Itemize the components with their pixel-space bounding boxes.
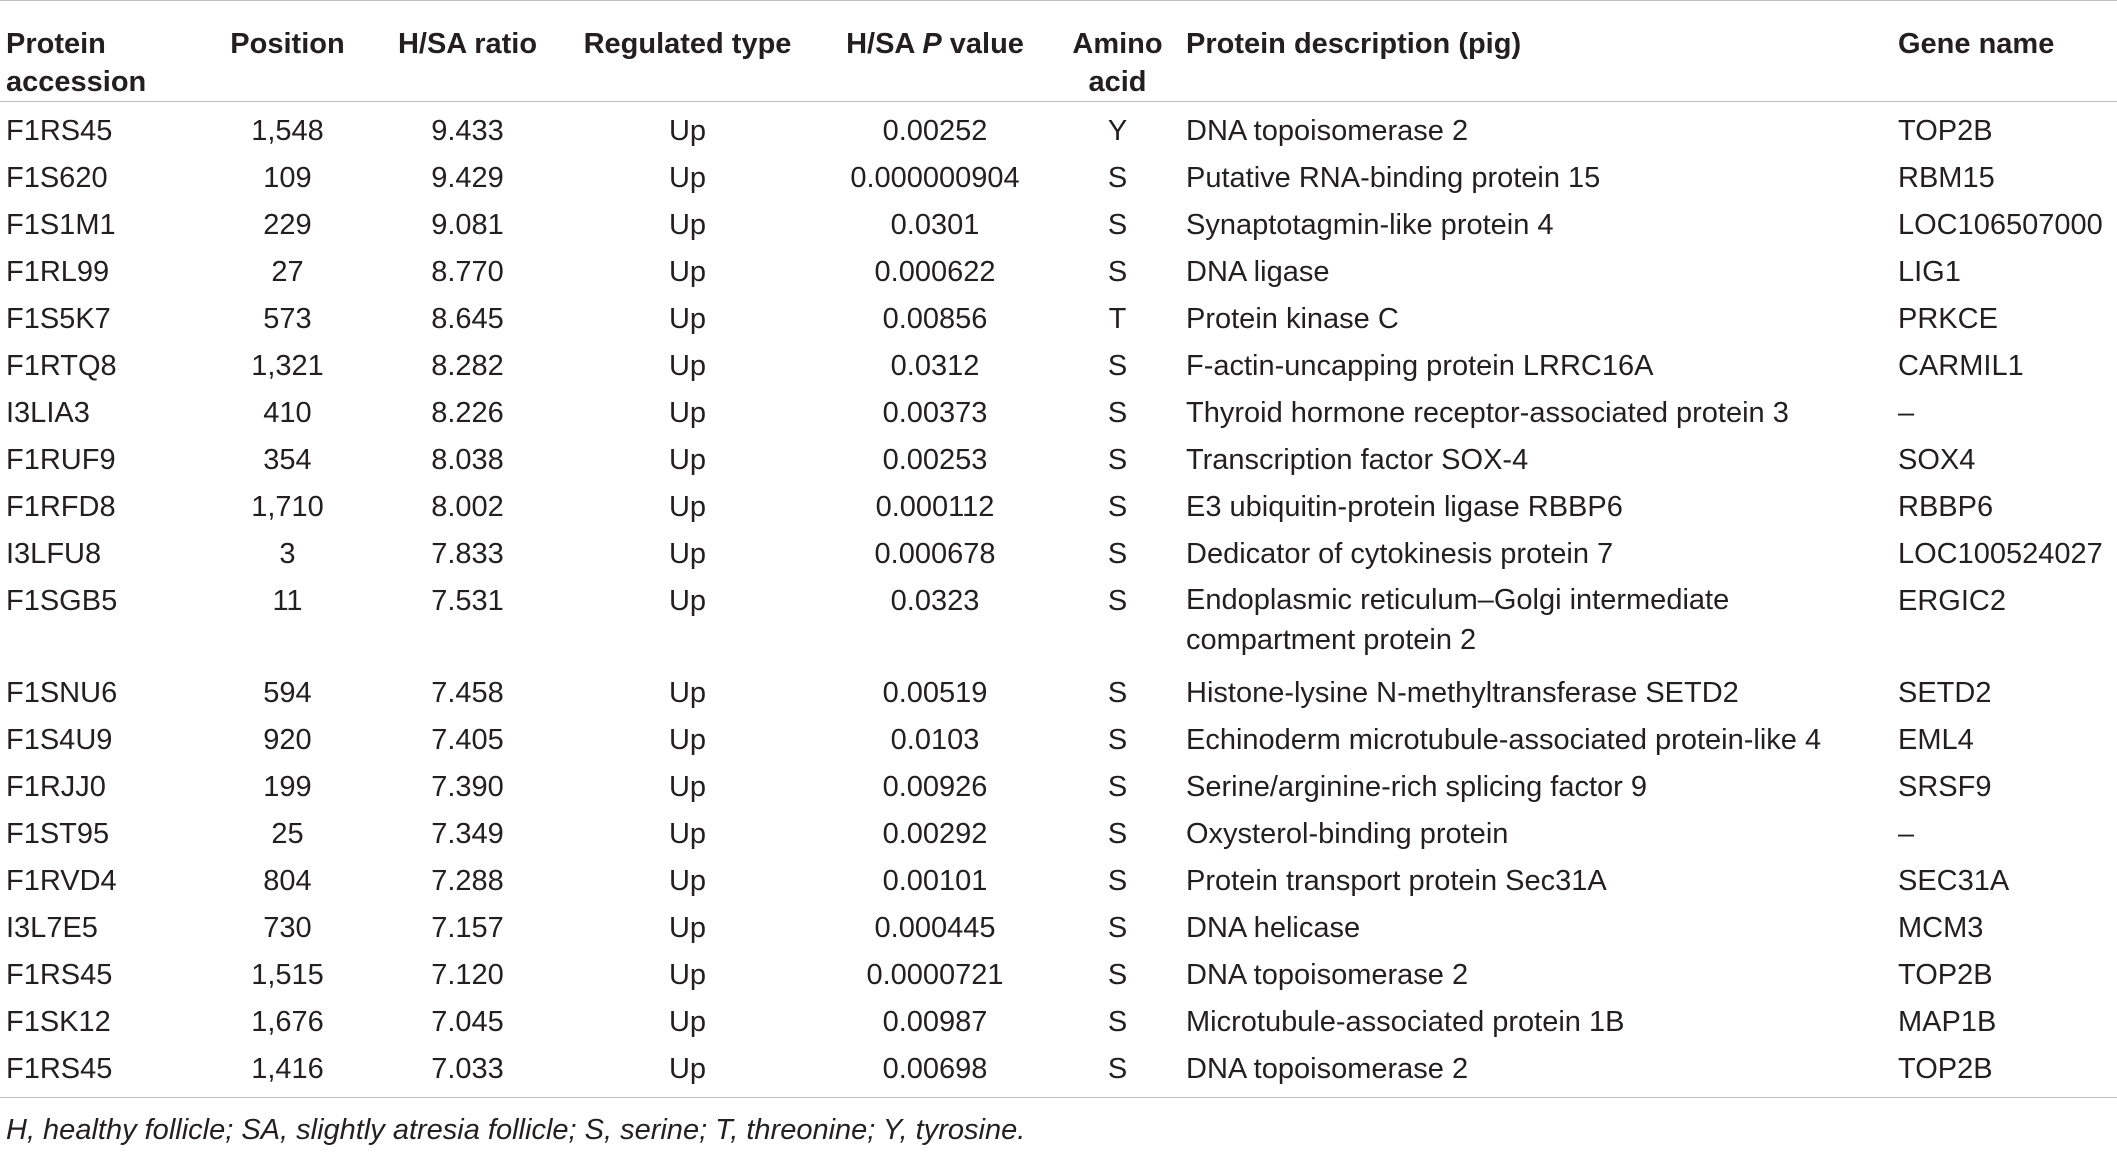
cell-amino-acid: S — [1107, 350, 1128, 382]
cell-protein-accession: F1S5K7 — [6, 303, 111, 335]
cell-position: 1,416 — [200, 1046, 375, 1098]
cell-ratio: 7.045 — [431, 1006, 504, 1038]
cell-gene-name: CARMIL1 — [1898, 350, 2024, 382]
cell-regulated-type: Up — [668, 865, 707, 897]
cell-position: 354 — [263, 444, 312, 476]
cell-amino-acid: Y — [1107, 115, 1128, 147]
cell-ratio: 7.349 — [431, 818, 504, 850]
cell-p-value: 0.00373 — [882, 397, 988, 429]
header-ratio: H/SA ratio — [375, 1, 560, 102]
cell-regulated-type: Up — [668, 538, 707, 570]
cell-protein-description: Transcription factor SOX-4 — [1186, 444, 1529, 476]
cell-position: 27 — [271, 256, 304, 288]
table-row — [0, 437, 2117, 484]
cell-protein-accession: F1RS45 — [6, 115, 113, 147]
cell-protein-description: Protein kinase C — [1186, 303, 1399, 335]
cell-p-value: 0.000445 — [874, 912, 996, 944]
cell-gene-name: LOC100524027 — [1898, 538, 2103, 570]
cell-position: 594 — [263, 677, 312, 709]
cell-p-value: 0.0323 — [890, 585, 980, 617]
cell-p-value: 0.00856 — [882, 303, 988, 335]
cell-amino-acid: S — [1107, 677, 1128, 709]
cell-gene-name: RBBP6 — [1898, 491, 1994, 523]
table-row — [0, 296, 2117, 343]
cell-ratio: 7.531 — [431, 585, 504, 617]
cell-protein-accession: F1S4U9 — [6, 724, 113, 756]
table-footnote: H, healthy follicle; SA, slightly atresia follicle; S, serine; T, threonine; Y, tyrosine. — [6, 1114, 1026, 1146]
cell-p-value: 0.00519 — [882, 677, 988, 709]
cell-protein-accession: F1SNU6 — [6, 677, 118, 709]
cell-position: 25 — [271, 818, 304, 850]
cell-p-value: 0.0312 — [890, 350, 980, 382]
cell-ratio: 7.157 — [431, 912, 504, 944]
table-body — [0, 102, 2117, 1098]
cell-protein-accession: F1RTQ8 — [6, 350, 117, 382]
cell-position: 573 — [263, 303, 312, 335]
cell-protein-accession: I3LFU8 — [6, 538, 102, 570]
cell-regulated-type: Up — [560, 1046, 815, 1098]
cell-p-value: 0.00252 — [882, 115, 988, 147]
cell-regulated-type: Up — [668, 585, 707, 617]
cell-protein-accession: F1ST95 — [6, 818, 110, 850]
cell-p-value: 0.000112 — [875, 491, 995, 523]
cell-ratio: 8.645 — [431, 303, 504, 335]
header-p-value-prefix: H/SA — [846, 28, 923, 60]
cell-amino-acid: S — [1107, 959, 1128, 991]
cell-regulated-type: Up — [668, 303, 707, 335]
cell-p-value: 0.000678 — [874, 538, 996, 570]
cell-amino-acid: S — [1107, 162, 1128, 194]
cell-amino-acid: S — [1107, 538, 1128, 570]
cell-regulated-type: Up — [668, 444, 707, 476]
cell-ratio: 8.282 — [431, 350, 504, 382]
table-row — [0, 578, 2117, 670]
cell-protein-description: Oxysterol-binding protein — [1186, 818, 1509, 850]
cell-gene-name: MCM3 — [1898, 912, 1984, 944]
cell-ratio: 7.405 — [431, 724, 504, 756]
cell-p-value: 0.00698 — [815, 1046, 1055, 1098]
cell-position: 11 — [272, 585, 303, 617]
table-row — [0, 155, 2117, 202]
cell-gene-name: TOP2B — [1898, 115, 1993, 147]
cell-amino-acid: T — [1108, 303, 1127, 335]
cell-position: 920 — [263, 724, 312, 756]
cell-regulated-type: Up — [668, 209, 707, 241]
cell-ratio: 8.770 — [431, 256, 504, 288]
header-regulated-type: Regulated type — [560, 1, 815, 102]
cell-regulated-type: Up — [668, 771, 707, 803]
cell-p-value: 0.00253 — [882, 444, 988, 476]
cell-protein-description: F-actin-uncapping protein LRRC16A — [1186, 350, 1654, 382]
header-p-value-italic: P — [922, 28, 942, 60]
header-protein-accession: Protein accession — [0, 1, 200, 102]
cell-ratio: 7.120 — [431, 959, 504, 991]
cell-gene-name: SRSF9 — [1898, 771, 1992, 803]
cell-position: 804 — [263, 865, 312, 897]
cell-regulated-type: Up — [668, 115, 707, 147]
table-row — [0, 390, 2117, 437]
cell-amino-acid: S — [1107, 818, 1128, 850]
cell-regulated-type: Up — [668, 959, 707, 991]
cell-protein-description: DNA helicase — [1186, 912, 1361, 944]
cell-gene-name: TOP2B — [1898, 959, 1993, 991]
table-row — [0, 1046, 2117, 1098]
cell-gene-name: – — [1898, 818, 1915, 850]
cell-protein-accession: I3L7E5 — [6, 912, 98, 944]
cell-regulated-type: Up — [668, 491, 707, 523]
cell-protein-accession: F1SGB5 — [6, 585, 118, 617]
cell-protein-description: DNA topoisomerase 2 — [1180, 1046, 1892, 1098]
table-row — [0, 102, 2117, 156]
cell-p-value: 0.00926 — [882, 771, 988, 803]
cell-ratio: 7.033 — [375, 1046, 560, 1098]
cell-gene-name: RBM15 — [1898, 162, 1995, 194]
cell-p-value: 0.00292 — [882, 818, 988, 850]
cell-amino-acid: S — [1107, 209, 1128, 241]
cell-protein-accession: F1RVD4 — [6, 865, 117, 897]
cell-protein-accession: F1S620 — [6, 162, 108, 194]
table-row — [0, 670, 2117, 717]
header-position: Position — [200, 1, 375, 102]
table-row — [0, 764, 2117, 811]
table-row — [0, 343, 2117, 390]
cell-ratio: 7.458 — [431, 677, 504, 709]
table-header-row — [0, 1, 2117, 102]
cell-amino-acid: S — [1107, 724, 1128, 756]
table-row — [0, 952, 2117, 999]
cell-protein-description: Protein transport protein Sec31A — [1186, 865, 1607, 897]
cell-regulated-type: Up — [668, 162, 707, 194]
cell-protein-description: Histone-lysine N-methyltransferase SETD2 — [1186, 677, 1739, 709]
cell-ratio: 7.288 — [431, 865, 504, 897]
cell-p-value: 0.0301 — [890, 209, 980, 241]
cell-protein-accession: F1RL99 — [6, 256, 110, 288]
cell-ratio: 9.429 — [431, 162, 504, 194]
table-row — [0, 999, 2117, 1046]
cell-position: 410 — [263, 397, 312, 429]
cell-gene-name: SEC31A — [1898, 865, 2010, 897]
cell-protein-accession: F1RJJ0 — [6, 771, 106, 803]
cell-protein-description: Dedicator of cytokinesis protein 7 — [1186, 538, 1614, 570]
table-row — [0, 484, 2117, 531]
cell-protein-accession: F1RS45 — [0, 1046, 200, 1098]
cell-gene-name: SETD2 — [1898, 677, 1992, 709]
cell-position: 109 — [263, 162, 312, 194]
cell-gene-name: MAP1B — [1898, 1006, 1997, 1038]
cell-amino-acid: S — [1107, 256, 1128, 288]
header-amino-acid: Amino acid — [1055, 1, 1180, 102]
table-row — [0, 811, 2117, 858]
cell-p-value: 0.000622 — [874, 256, 996, 288]
header-p-value-suffix: value — [941, 28, 1024, 60]
cell-protein-accession: F1RFD8 — [6, 491, 116, 523]
header-gene-name: Gene name — [1892, 1, 2117, 102]
cell-gene-name: SOX4 — [1898, 444, 1976, 476]
table-row — [0, 249, 2117, 296]
cell-gene-name: – — [1898, 397, 1915, 429]
cell-amino-acid: S — [1107, 1006, 1128, 1038]
header-protein-description: Protein description (pig) — [1180, 1, 1892, 102]
cell-position: 229 — [263, 209, 312, 241]
cell-p-value: 0.0103 — [890, 724, 980, 756]
cell-position: 1,548 — [251, 115, 324, 147]
cell-amino-acid: S — [1107, 771, 1128, 803]
cell-regulated-type: Up — [668, 1006, 707, 1038]
cell-ratio: 7.833 — [431, 538, 504, 570]
cell-regulated-type: Up — [668, 350, 707, 382]
cell-gene-name: EML4 — [1898, 724, 1974, 756]
header-p-value — [815, 1, 1055, 102]
table-row — [0, 531, 2117, 578]
table-row — [0, 717, 2117, 764]
cell-regulated-type: Up — [668, 397, 707, 429]
cell-gene-name: LOC106507000 — [1898, 209, 2103, 241]
cell-gene-name: LIG1 — [1898, 256, 1961, 288]
cell-regulated-type: Up — [668, 724, 707, 756]
cell-ratio: 7.390 — [431, 771, 504, 803]
cell-protein-description: Microtubule-associated protein 1B — [1186, 1006, 1625, 1038]
cell-ratio: 8.002 — [431, 491, 504, 523]
cell-ratio: 9.081 — [431, 209, 504, 241]
cell-gene-name: ERGIC2 — [1898, 585, 2006, 617]
cell-protein-description: Thyroid hormone receptor-associated protein 3 — [1186, 397, 1789, 429]
cell-p-value: 0.0000721 — [866, 959, 1004, 991]
table-row — [0, 202, 2117, 249]
cell-protein-description: Echinoderm microtubule-associated protein-like 4 — [1186, 724, 1822, 756]
cell-protein-description: Serine/arginine-rich splicing factor 9 — [1186, 771, 1647, 803]
cell-ratio: 8.038 — [431, 444, 504, 476]
cell-amino-acid: S — [1107, 912, 1128, 944]
cell-p-value: 0.000000904 — [850, 162, 1020, 194]
table-row — [0, 858, 2117, 905]
cell-regulated-type: Up — [668, 256, 707, 288]
cell-position: 1,321 — [251, 350, 324, 382]
cell-p-value: 0.00101 — [882, 865, 988, 897]
cell-protein-description: E3 ubiquitin-protein ligase RBBP6 — [1186, 491, 1623, 523]
cell-gene-name: TOP2B — [1892, 1046, 2117, 1098]
cell-protein-description: DNA topoisomerase 2 — [1186, 115, 1469, 147]
cell-position: 1,515 — [251, 959, 324, 991]
cell-amino-acid: S — [1107, 397, 1128, 429]
cell-p-value: 0.00987 — [882, 1006, 988, 1038]
cell-protein-accession: I3LIA3 — [6, 397, 90, 429]
cell-ratio: 8.226 — [431, 397, 504, 429]
cell-regulated-type: Up — [668, 677, 707, 709]
cell-position: 1,676 — [251, 1006, 324, 1038]
cell-protein-description: Putative RNA-binding protein 15 — [1186, 162, 1601, 194]
table-row — [0, 905, 2117, 952]
cell-position: 3 — [279, 538, 296, 570]
cell-position: 1,710 — [251, 491, 324, 523]
cell-amino-acid: S — [1055, 1046, 1180, 1098]
cell-protein-accession: F1RS45 — [6, 959, 113, 991]
cell-amino-acid: S — [1107, 585, 1128, 617]
cell-regulated-type: Up — [668, 912, 707, 944]
cell-protein-description: DNA topoisomerase 2 — [1186, 959, 1469, 991]
cell-amino-acid: S — [1107, 444, 1128, 476]
cell-amino-acid: S — [1107, 865, 1128, 897]
cell-protein-description: Synaptotagmin-like protein 4 — [1186, 209, 1554, 241]
cell-position: 199 — [263, 771, 312, 803]
cell-amino-acid: S — [1107, 491, 1128, 523]
cell-position: 730 — [263, 912, 312, 944]
cell-regulated-type: Up — [668, 818, 707, 850]
cell-protein-accession: F1S1M1 — [6, 209, 116, 241]
cell-protein-accession: F1SK12 — [6, 1006, 111, 1038]
cell-protein-description: Endoplasmic reticulum–Golgi intermediate compartment protein 2 — [1186, 584, 1730, 656]
cell-gene-name: PRKCE — [1898, 303, 1998, 335]
cell-ratio: 9.433 — [431, 115, 504, 147]
cell-protein-description: DNA ligase — [1186, 256, 1330, 288]
cell-protein-accession: F1RUF9 — [6, 444, 116, 476]
